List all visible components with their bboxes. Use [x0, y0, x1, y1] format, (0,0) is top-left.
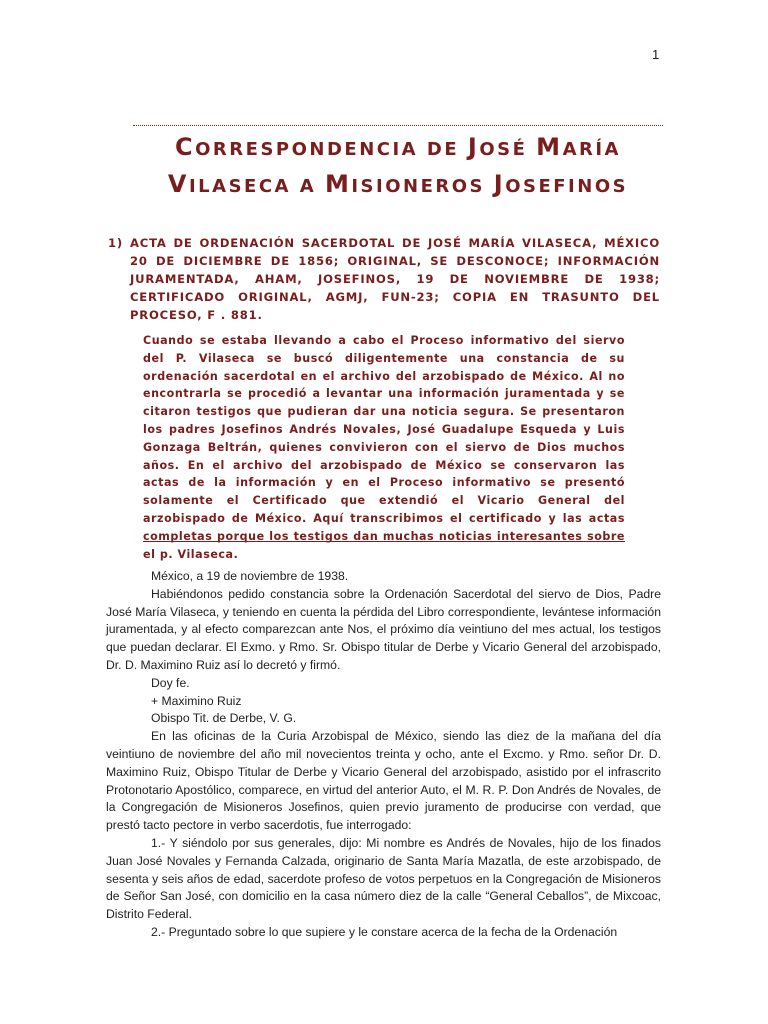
paragraph-decree: Habiéndonos pedido constancia sobre la Ordenación Sacerdotal del siervo de Dios, Padre José María Vilaseca, y teniendo en cuenta la pérdida del Libro correspondiente, levántese información juramentada, y al efecto comparezcan ante Nos, el próximo día veintiuno del mes actual, los testigos que puedan declarar. El Exmo. y Rmo. Sr. Obispo titular de Derbe y Vicario General del arzobispado, Dr. D. Maximino Ruiz así lo decretó y firmó. [106, 586, 661, 672]
document-title [133, 130, 663, 204]
section-number: 1) [108, 236, 123, 250]
paragraph-question-2: 2.- Preguntado sobre lo que supiere y le constare acerca de la fecha de la Ordenación [151, 924, 618, 939]
section-heading-text: ACTA DE ORDENACIÓN SACERDOTAL DE JOSÉ MARÍA VILASECA, MÉXICO 20 DE DICIEMBRE DE 1856; ORIGINAL, SE DESCONOCE; INFORMACIÓN JURAMENTADA, AHAM, JOSEFINOS, 19 DE NOVIEMBRE DE 1938; CERTIFICADO ORIGINAL, AGMJ, FUN-23; COPIA EN TRASUNTO DEL PROCESO, F . 881. [130, 236, 660, 322]
title-line-2: VILASECA A MISIONEROS JOSEFINOS [167, 170, 629, 198]
intro-note: Cuando se estaba llevando a cabo el Proceso informativo del siervo del P. Vilaseca se buscó diligentemente una constancia de su ordenación sacerdotal en el archivo del arzobispado de México. Al no encontrarla se procedió a levantar una información juramentada y se citaron testigos que pudieran dar una noticia segura. Se presentaron los padres Josefinos Andrés Novales, José Guadalupe Esqueda y Luis Gonzaga Beltrán, quienes convivieron con el siervo de Dios muchos años. En el archivo del arzobispado de México se conservaron las actas de la información y en el Proceso informativo se presentó solamente el Certificado que extendió el Vicario General del arzobispado de México. Aquí transcribimos el certificado y las actas completas porque los testigos dan muchas noticias interesantes sobre el p. Vilaseca. [143, 334, 625, 561]
body-text [106, 568, 661, 942]
signature-name: + Maximino Ruiz [151, 693, 242, 708]
page-number: 1 [652, 47, 660, 62]
title-top-rule [133, 125, 663, 126]
paragraph-curia: En las oficinas de la Curia Arzobispal de México, siendo las diez de la mañana del día veintiuno de noviembre del año mil novecientos treinta y ocho, ante el Excmo. y Rmo. señor Dr. D. Maximino Ruiz, Obispo Titular de Derbe y Vicario General del arzobispado, asistido por el infrascrito Protonotario Apostólico, comparece, en virtud del anterior Auto, el M. R. P. Don Andrés de Novales, de la Congregación de Misioneros Josefinos, quien previo juramento de producirse con verdad, que prestó tacto pectore in verbo sacerdotis, fue interrogado: [106, 729, 661, 833]
signature-title: Obispo Tit. de Derbe, V. G. [151, 711, 297, 726]
paragraph-question-1: 1.- Y siéndolo por sus generales, dijo: Mi nombre es Andrés de Novales, hijo de los finados Juan José Novales y Fernanda Calzada, originario de Santa María Mazatla, de este arzobispado, de sesenta y seis años de edad, sacerdote profeso de votos perpetuos en la Congregación de Misioneros de Señor San José, con domicilio en la casa número diez de la calle “General Ceballos”, de Mixcoac, Distrito Federal. [106, 835, 661, 922]
intro-bottom-rule [143, 541, 625, 542]
title-line-1: CORRESPONDENCIA DE JOSÉ MARÍA [175, 133, 621, 161]
doy-fe: Doy fe. [151, 675, 190, 690]
section-heading [108, 234, 660, 324]
date-line: México, a 19 de noviembre de 1938. [151, 569, 349, 583]
